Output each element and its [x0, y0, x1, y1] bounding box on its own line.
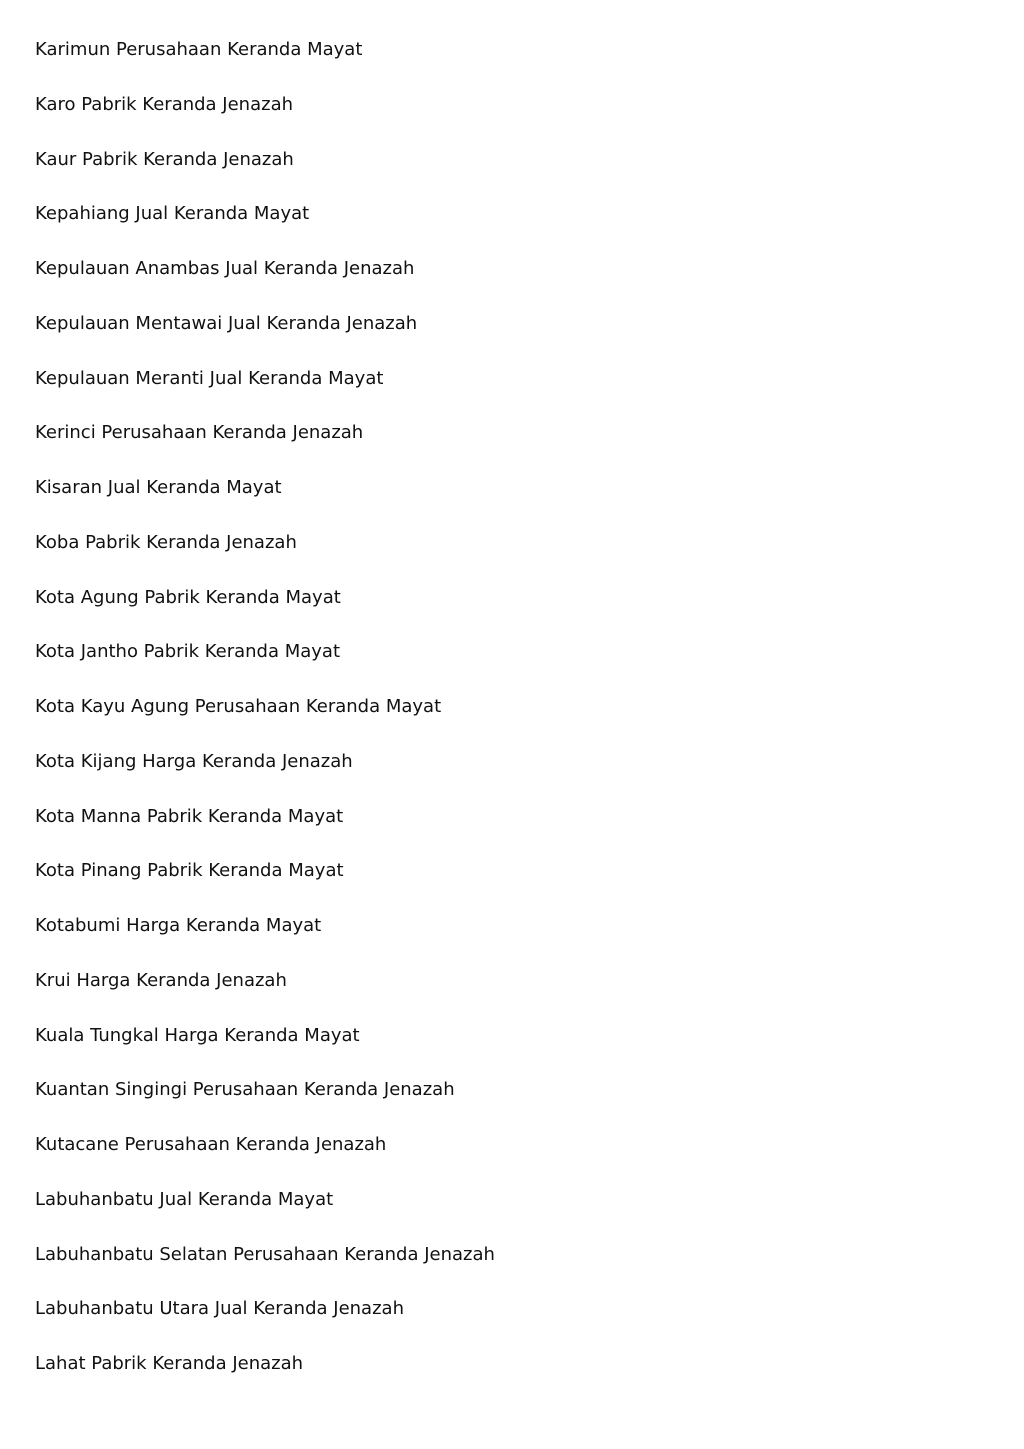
list-item: Kepulauan Anambas Jual Keranda Jenazah	[35, 258, 415, 279]
list-item: Labuhanbatu Utara Jual Keranda Jenazah	[35, 1298, 404, 1320]
list-item: Kota Kayu Agung Perusahaan Keranda Mayat	[35, 696, 442, 717]
list-item: Labuhanbatu Jual Keranda Mayat	[35, 1188, 334, 1210]
list-item: Kepulauan Meranti Jual Keranda Mayat	[35, 367, 384, 389]
text-list	[35, 36, 495, 1405]
list-item: Kota Pinang Pabrik Keranda Mayat	[35, 860, 344, 882]
list-item: Kota Manna Pabrik Keranda Mayat	[35, 805, 344, 827]
list-item: Kuala Tungkal Harga Keranda Mayat	[35, 1024, 360, 1046]
list-item: Kepulauan Mentawai Jual Keranda Jenazah	[35, 312, 418, 334]
list-item: Kisaran Jual Keranda Mayat	[35, 477, 282, 498]
list-item: Kerinci Perusahaan Keranda Jenazah	[35, 422, 364, 444]
list-item: Kota Jantho Pabrik Keranda Mayat	[35, 641, 341, 663]
list-item: Kutacane Perusahaan Keranda Jenazah	[35, 1134, 387, 1155]
list-item: Karimun Perusahaan Keranda Mayat	[35, 39, 363, 60]
list-item: Kota Kijang Harga Keranda Jenazah	[35, 750, 353, 772]
list-item: Labuhanbatu Selatan Perusahaan Keranda Jenazah	[35, 1243, 495, 1265]
list-item: Kepahiang Jual Keranda Mayat	[35, 203, 310, 225]
list-item: Kuantan Singingi Perusahaan Keranda Jenazah	[35, 1079, 455, 1101]
list-item: Krui Harga Keranda Jenazah	[35, 969, 287, 991]
list-item: Lahat Pabrik Keranda Jenazah	[35, 1353, 304, 1374]
list-item: Kaur Pabrik Keranda Jenazah	[35, 148, 294, 170]
list-item: Koba Pabrik Keranda Jenazah	[35, 531, 297, 553]
list-item: Kota Agung Pabrik Keranda Mayat	[35, 586, 341, 608]
list-item: Kotabumi Harga Keranda Mayat	[35, 915, 322, 936]
list-item: Karo Pabrik Keranda Jenazah	[35, 93, 294, 115]
